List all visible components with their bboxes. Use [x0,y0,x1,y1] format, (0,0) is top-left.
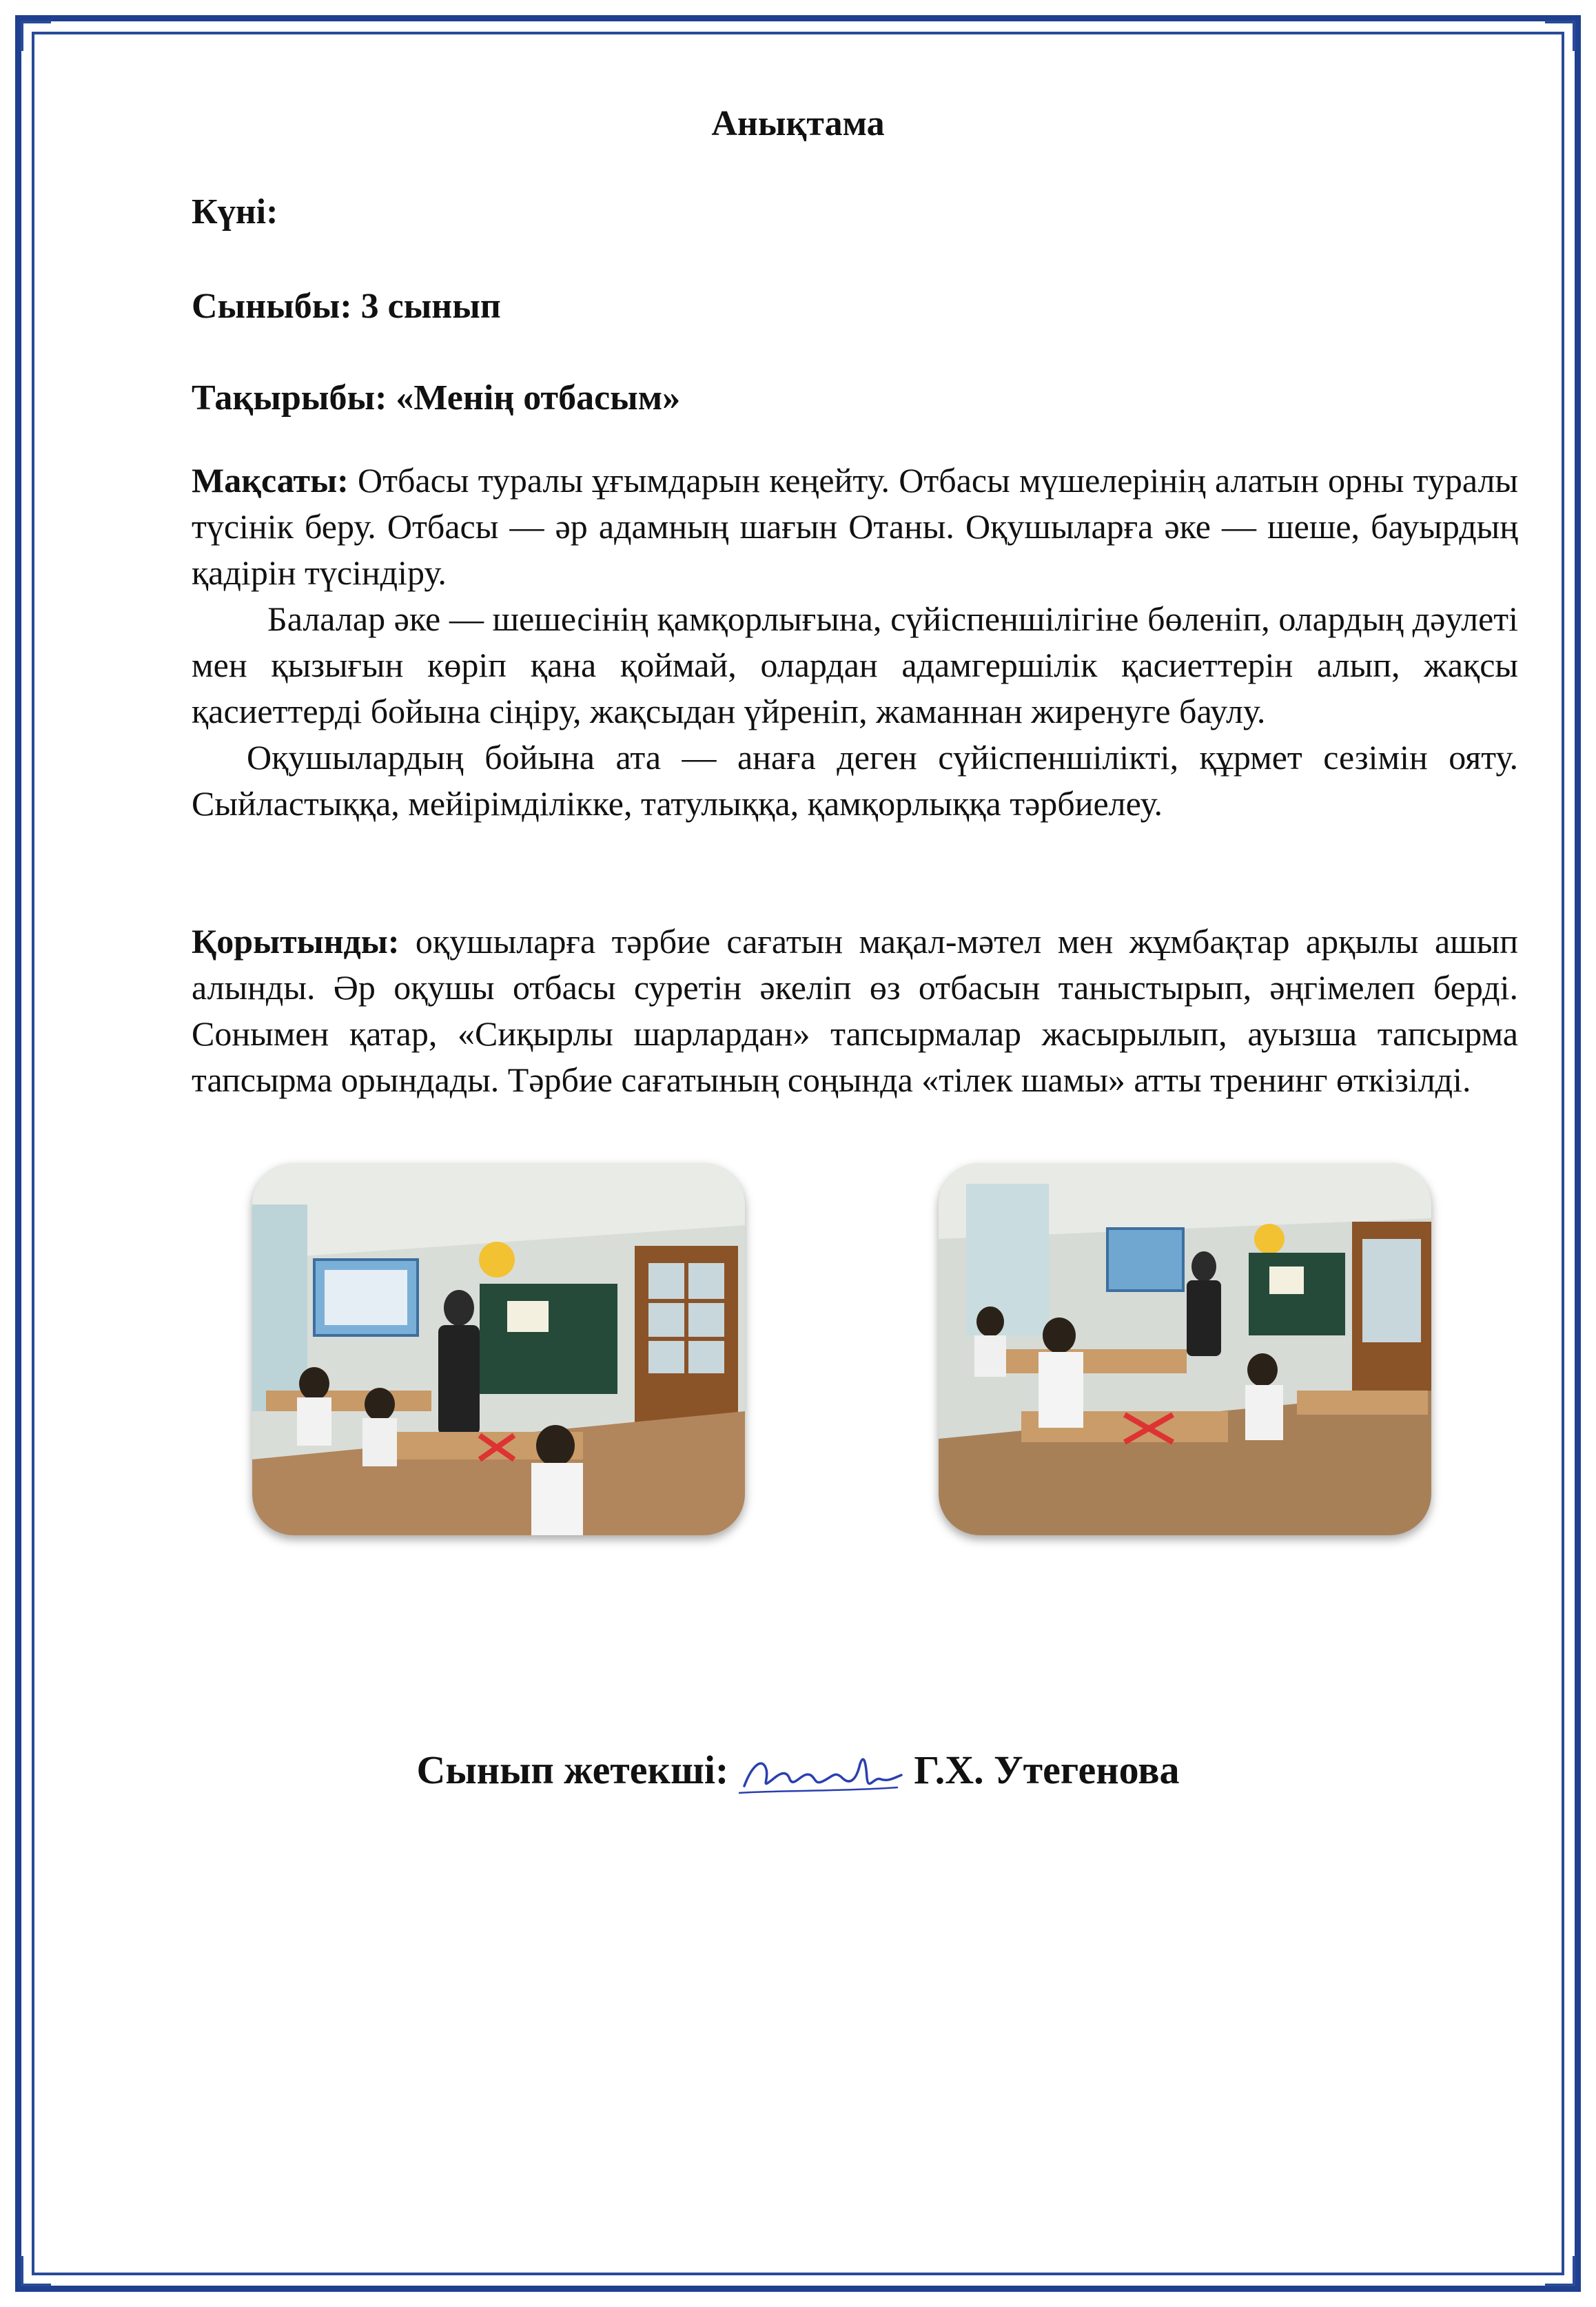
classroom-photo-1 [252,1163,745,1535]
signature-label: Сынып жетекші: [416,1747,729,1792]
border-corner [21,2256,51,2286]
border-corner [1545,2256,1575,2286]
goal-paragraph-3: Оқушылардың бойына ата — анаға деген сүйіспеншілікті, құрмет сезімін ояту. Сыйластыққа, мейірімділікке, татулыққа, қамқорлыққа тәрбиелеу. [192,738,1518,823]
date-label: Күні: [192,192,278,232]
topic-label: Тақырыбы: «Менің отбасым» [192,378,681,418]
border-corner [1545,21,1575,51]
goal-text: Отбасы туралы ұғымдарын кеңейту. Отбасы мүшелерінің алатын орны туралы түсінік беру. Отбасы — әр адамның шағын Отаны. Оқушыларға әке — шеше, бауырдың қадірін түсіндіру. [192,461,1518,592]
border-corner [21,21,51,51]
classroom-photo-2 [939,1163,1431,1535]
signature-row [0,1747,1596,1798]
goal-paragraph-2: Балалар әке — шешесінің қамқорлығына, сүйіспеншілігіне бөленіп, олардың дәулеті мен қызығын көріп қана қоймай, олардан адамгершілік қасиеттерін алып, жақсы қасиеттерді бойына сіңіру, жақсыдан үйреніп, жаманнан жиренуге баулу. [192,599,1518,730]
conclusion-text: оқушыларға тәрбие сағатын мақал-мәтел мен жұмбақтар арқылы ашып алынды. Әр оқушы отбасы суретін әкеліп өз отбасын таныстырып, әңгімелеп берді. Сонымен қатар, «Сиқырлы шарлардан» тапсырмалар жасырылып, ауызша тапсырма тапсырма орындады. Тәрбие сағатының соңында «тілек шамы» атты тренинг өткізілді. [192,922,1518,1099]
signature-scribble [739,1750,904,1798]
signature-name: Г.Х. Утегенова [914,1747,1180,1792]
conclusion-heading: Қорытынды: [192,922,400,961]
document-title: Анықтама [711,104,885,143]
goal-heading: Мақсаты: [192,461,349,500]
goal-section [192,458,1518,827]
page-border-inner [32,32,1564,2275]
class-label: Сыныбы: 3 сынып [192,287,501,326]
conclusion-section [192,919,1518,1103]
